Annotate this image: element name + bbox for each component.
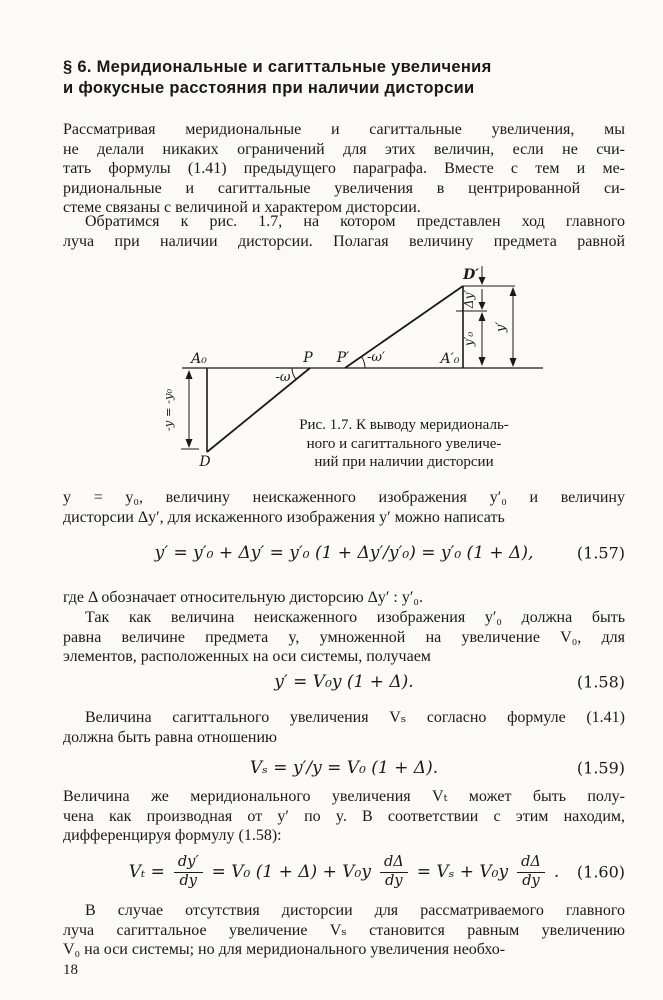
figure-caption-line: Рис. 1.7. К выводу меридиональ-	[299, 417, 509, 433]
fraction-denominator: dy	[522, 872, 540, 889]
text-line: равна величине предмета y, умноженной на увеличение V₀, для	[63, 628, 625, 646]
section-heading-line1: § 6. Меридиональные и сагиттальные увеличения	[63, 58, 492, 76]
text-line: В случае отсутствия дисторсии для рассматриваемого главного	[85, 902, 625, 919]
arrowhead	[510, 358, 517, 367]
paragraph-3	[63, 488, 625, 527]
label-A0-prime: A′₀	[440, 351, 460, 367]
text-line: должна быть равна отношению	[63, 728, 277, 746]
arrowhead	[479, 357, 486, 366]
page-number: 18	[63, 962, 78, 978]
label-y0-prime: y′₀	[462, 331, 476, 347]
equation-1-60	[63, 850, 625, 894]
fraction-numerator: dΔ	[380, 855, 408, 872]
angle-arc-omega	[292, 368, 296, 379]
equation-body: Vₛ = y′/y = V₀ (1 + Δ).	[249, 758, 439, 778]
arrowhead	[186, 370, 193, 379]
fraction	[517, 855, 545, 888]
equation-1-59	[63, 754, 625, 782]
equation-number: (1.59)	[576, 758, 625, 778]
equation-1-57	[63, 539, 625, 567]
text-line: ридиональные и сагиттальные увеличения в центрированной си-	[63, 179, 625, 197]
arrowhead	[186, 439, 193, 448]
text-line: y = y₀, величину неискаженного изображения y′₀ и величину	[63, 489, 625, 506]
text-line: Так как величина неискаженного изображения y′₀ должна быть	[85, 609, 625, 626]
angle-arc-omega-prime	[361, 357, 365, 368]
fraction-denominator: dy	[385, 872, 403, 889]
label-omega: -ω	[275, 370, 291, 385]
paragraph-8	[63, 901, 625, 960]
text-line: Величина же меридионального увеличения Vₜ может быть полу-	[63, 788, 625, 805]
label-A0: A₀	[191, 351, 207, 367]
fraction-denominator: dy	[179, 872, 197, 889]
arrowhead	[479, 312, 486, 321]
text-line: дифференцируя формулу (1.58):	[63, 827, 282, 844]
fraction-numerator: dy′	[174, 855, 203, 872]
text-line: стеме связаны с величиной и характером дисторсии.	[63, 199, 421, 216]
equation-middle: = V₀ (1 + Δ) + V₀y	[211, 862, 371, 882]
paragraph-5	[63, 608, 625, 667]
text-line: чена как производная от y′ по y. В соответствии с этим находим,	[63, 807, 625, 825]
arrowhead	[479, 277, 486, 285]
text-line: элементов, расположенных на оси системы, получаем	[63, 648, 431, 665]
section-heading	[63, 57, 608, 98]
fraction	[380, 855, 408, 888]
equation-1-58	[63, 668, 625, 696]
text-line: тать формулы (1.41) предыдущего параграфа. Вместе с тем и ме-	[63, 160, 625, 177]
equation-body: y′ = y′₀ + Δy′ = y′₀ (1 + Δy′/y′₀) = y′₀ (1 + Δ),	[154, 543, 534, 563]
text-line: Обратимся к рис. 1.7, на котором представлен ход главного	[85, 213, 625, 230]
paragraph-4	[63, 588, 625, 608]
equation-number: (1.60)	[576, 862, 625, 882]
paragraph-7	[63, 787, 625, 846]
text-line: луча при наличии дисторсии. Полагая величину предмета равной	[63, 232, 625, 250]
figure-caption-line: ного и сагиттального увеличе-	[306, 435, 502, 452]
fraction	[174, 855, 203, 888]
arrowhead	[479, 302, 486, 310]
equation-middle: = Vₛ + V₀y	[416, 862, 509, 882]
equation-tail: .	[553, 862, 560, 882]
paragraph-1	[63, 120, 625, 218]
label-P: P	[303, 350, 313, 366]
paragraph-2	[63, 212, 625, 251]
figure-caption	[287, 416, 521, 472]
label-object-height: -y = -y₀	[161, 388, 175, 432]
label-omega-prime: -ω′	[367, 350, 385, 365]
label-D-prime: D′	[463, 267, 479, 283]
equation-number: (1.58)	[576, 672, 625, 692]
equation-number: (1.57)	[576, 543, 625, 563]
section-heading-line2: и фокусные расстояния при наличии дисторсии	[63, 78, 475, 97]
text-line: где Δ обозначает относительную дисторсию Δy′ : y′₀.	[63, 589, 423, 606]
text-line: V₀ на оси системы; но для меридионального увеличения необхо-	[63, 941, 506, 958]
figure-caption-line: ний при наличии дисторсии	[314, 454, 494, 470]
paragraph-6	[63, 708, 625, 747]
text-line: Рассматривая меридиональные и сагиттальные увеличения, мы	[63, 121, 625, 138]
fraction-numerator: dΔ	[517, 855, 545, 872]
equation-body: y′ = V₀y (1 + Δ).	[274, 672, 414, 692]
label-P-prime: P′	[336, 350, 350, 366]
text-line: не делали никаких ограничений для этих величин, если не счи-	[63, 140, 625, 158]
text-line: дисторсии Δy′, для искаженного изображения y′ можно написать	[63, 508, 505, 526]
text-line: луча сагиттальное увеличение Vₛ становится равным увеличению	[63, 921, 625, 939]
equation-lhs: Vₜ =	[128, 862, 165, 882]
label-D: D	[199, 454, 211, 468]
label-y-prime: y′	[494, 321, 509, 333]
label-delta-y-prime: Δy′	[462, 289, 476, 309]
text-line: Величина сагиттального увеличения Vₛ согласно формуле (1.41)	[85, 709, 625, 726]
arrowhead	[510, 287, 517, 296]
